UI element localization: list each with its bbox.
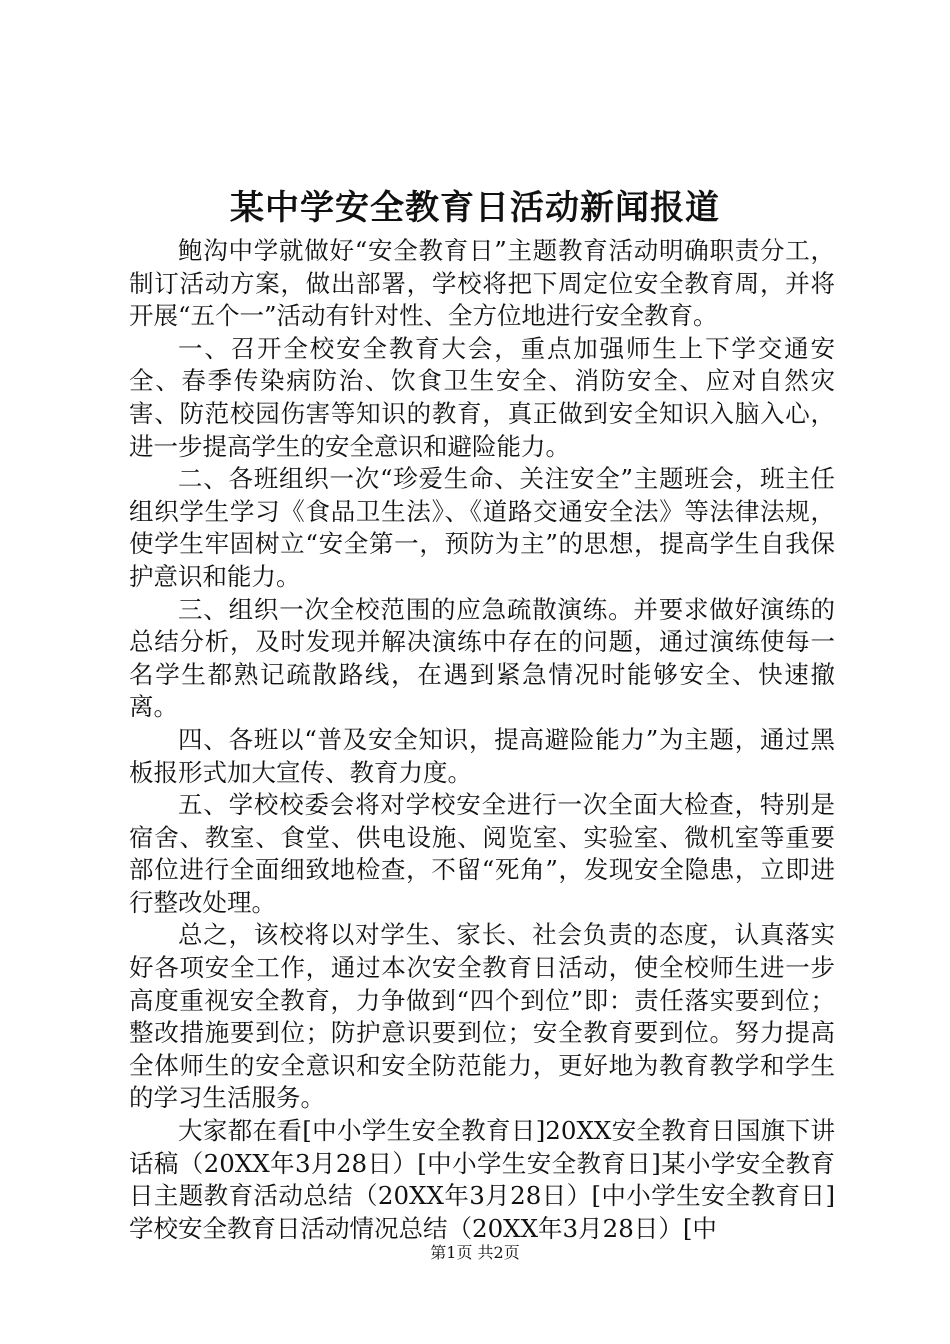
page-number-footer: 第1页 共2页 <box>430 1243 520 1262</box>
item-one-paragraph: 一、召开全校安全教育大会，重点加强师生上下学交通安全、春季传染病防治、饮食卫生安全、消防安全、应对自然灾害、防范校园伤害等知识的教育，真正做到安全知识入脑入心，进一步提高学生的安全意识和避险能力。 <box>129 333 835 461</box>
intro-paragraph: 鲍沟中学就做好“安全教育日”主题教育活动明确职责分工，制订活动方案，做出部署，学校将把下周定位安全教育周，并将开展“五个一”活动有针对性、全方位地进行安全教育。 <box>129 236 835 331</box>
item-three-paragraph: 三、组织一次全校范围的应急疏散演练。并要求做好演练的总结分析，及时发现并解决演练中存在的问题，通过演练使每一名学生都熟记疏散路线，在遇到紧急情况时能够安全、快速撤离。 <box>129 594 835 722</box>
document-title: 某中学安全教育日活动新闻报道 <box>230 188 720 228</box>
document-body <box>129 235 835 1245</box>
item-four-paragraph: 四、各班以“普及安全知识，提高避险能力”为主题，通过黑板报形式加大宣传、教育力度。 <box>129 724 835 787</box>
item-two-paragraph: 二、各班组织一次“珍爱生命、关注安全”主题班会，班主任组织学生学习《食品卫生法》、《道路交通安全法》等法律法规，使学生牢固树立“安全第一，预防为主”的思想，提高学生自我保护意识和能力。 <box>129 464 835 591</box>
item-five-paragraph: 五、学校校委会将对学校安全进行一次全面大检查，特别是宿舍、教室、食堂、供电设施、阅览室、实验室、微机室等重要部位进行全面细致地检查，不留“死角”，发现安全隐患，立即进行整改处理。 <box>129 790 835 917</box>
summary-paragraph: 总之，该校将以对学生、家长、社会负责的态度，认真落实好各项安全工作，通过本次安全教育日活动，使全校师生进一步高度重视安全教育，力争做到“四个到位”即：责任落实要到位；整改措施要到位；防护意识要到位；安全教育要到位。努力提高全体师生的安全意识和安全防范能力，更好地为教育教学和学生的学习生活服务。 <box>129 920 835 1113</box>
related-reading-paragraph: 大家都在看[中小学生安全教育日]20XX安全教育日国旗下讲话稿（20XX年3月28日）[中小学生安全教育日]某小学安全教育日主题教育活动总结（20XX年3月28日）[中小学生安全教育日]学校安全教育日活动情况总结（20XX年3月28日）[中 <box>129 1116 835 1243</box>
